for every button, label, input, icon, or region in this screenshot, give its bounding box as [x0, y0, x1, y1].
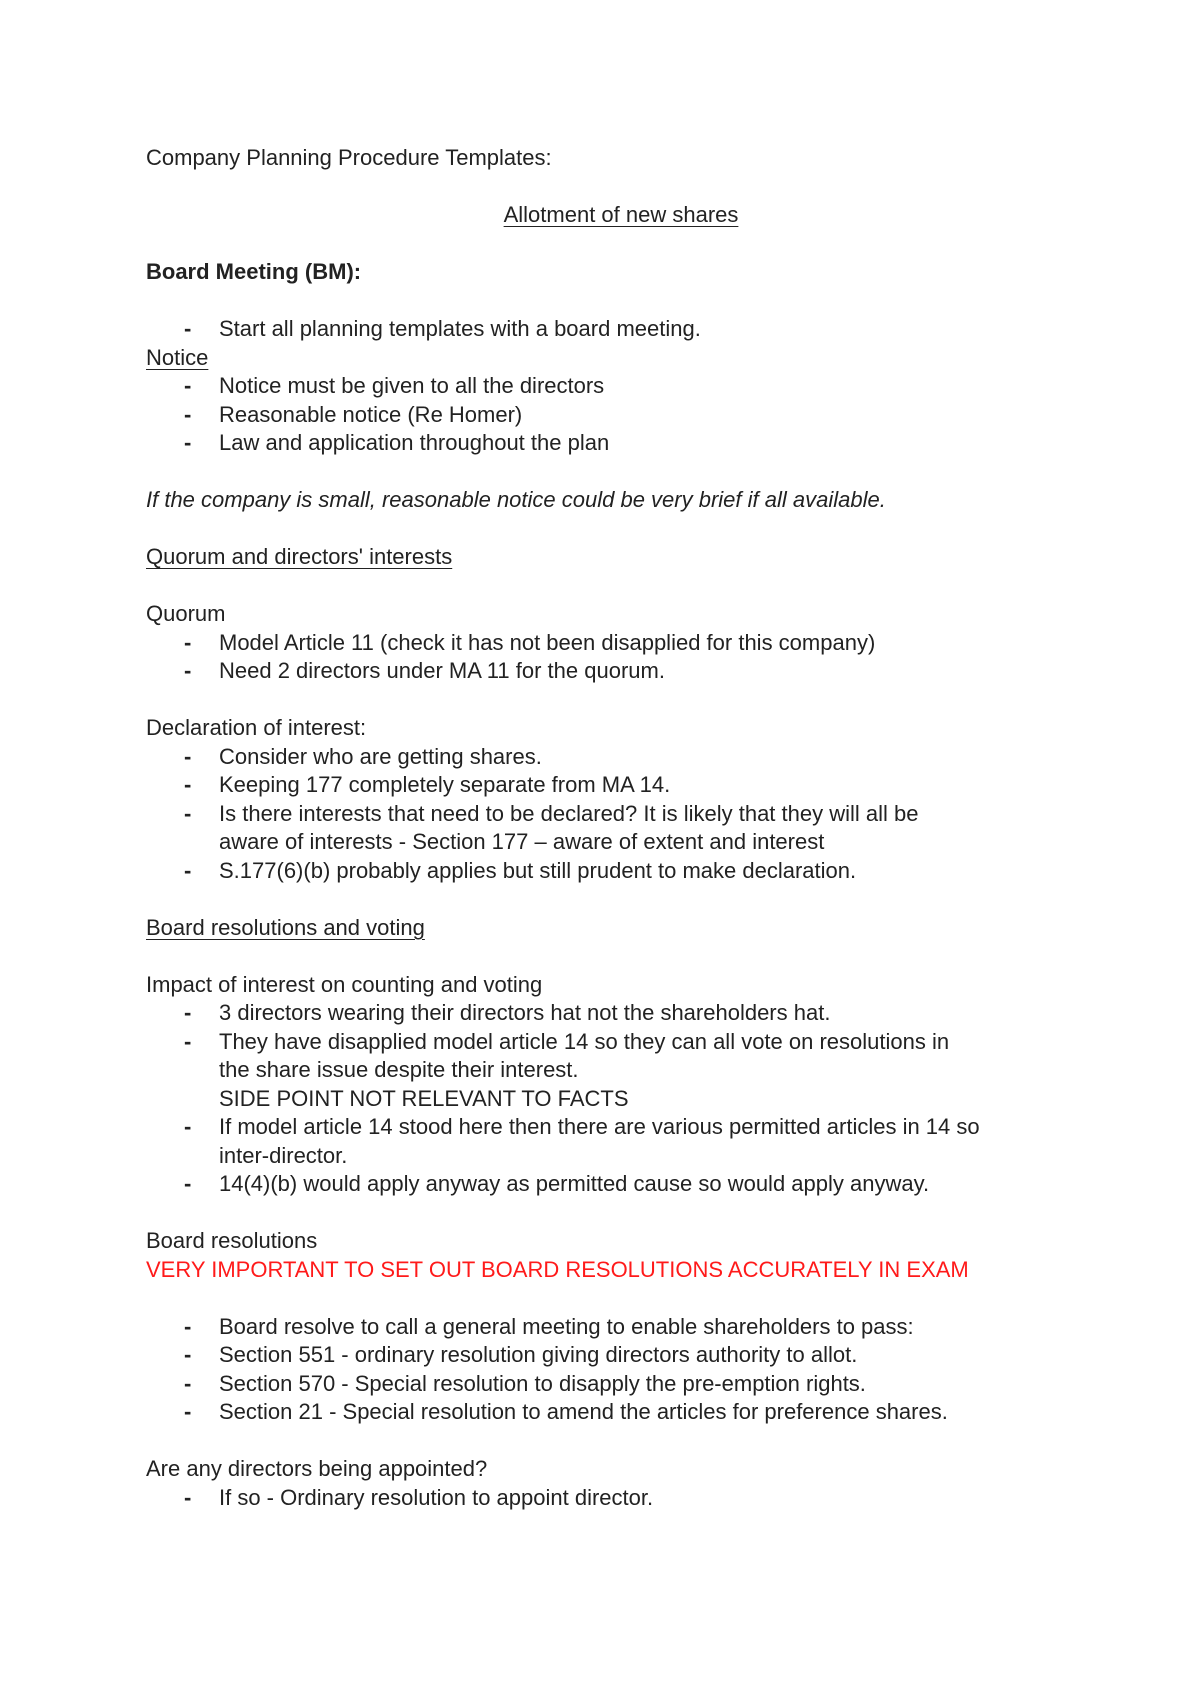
bullet-dash: - — [184, 629, 192, 655]
bullet-dash: - — [184, 430, 192, 455]
quorum-heading: Quorum and directors' interests — [146, 544, 453, 569]
list-item: - Need 2 directors under MA 11 for the quorum. — [146, 657, 1096, 686]
document-title: Company Planning Procedure Templates: — [146, 145, 552, 170]
list-item: - Notice must be given to all the directors — [146, 372, 1096, 401]
quorum-label: Quorum — [146, 601, 226, 626]
list-item: - Law and application throughout the plan — [146, 429, 1096, 458]
bullet-dash: - — [184, 316, 192, 341]
list-item: - Keeping 177 completely separate from MA 14. — [146, 771, 1096, 800]
section-title: Allotment of new shares — [503, 202, 739, 227]
exam-warning: VERY IMPORTANT TO SET OUT BOARD RESOLUTIONS ACCURATELY IN EXAM — [146, 1256, 969, 1282]
bullet-dash: - — [184, 373, 192, 398]
bullet-dash: - — [184, 1171, 192, 1196]
appoint-label: Are any directors being appointed? — [146, 1456, 488, 1481]
bullet-dash: - — [184, 1114, 192, 1139]
list-item: - 3 directors wearing their directors hat not the shareholders hat. — [146, 999, 1096, 1028]
list-item: - If so - Ordinary resolution to appoint director. — [146, 1484, 1096, 1513]
list-item-continuation: the share issue despite their interest. — [219, 1057, 579, 1082]
list-item: - Is there interests that need to be declared? It is likely that they will all be — [146, 800, 1096, 829]
bullet-dash: - — [184, 1000, 192, 1025]
list-item: - Model Article 11 (check it has not been disapplied for this company) — [146, 629, 1096, 658]
board-meeting-heading: Board Meeting (BM): — [146, 259, 362, 284]
list-item: - Section 21 - Special resolution to amend the articles for preference shares. — [146, 1398, 1096, 1427]
list-item: - Section 551 - ordinary resolution giving directors authority to allot. — [146, 1341, 1096, 1370]
list-item: - Section 570 - Special resolution to disapply the pre-emption rights. — [146, 1370, 1096, 1399]
impact-label: Impact of interest on counting and voting — [146, 971, 543, 997]
list-item: - Reasonable notice (Re Homer) — [146, 401, 1096, 430]
bullet-dash: - — [184, 1028, 192, 1054]
list-item: - S.177(6)(b) probably applies but still prudent to make declaration. — [146, 857, 1096, 886]
document-page — [146, 144, 1096, 1512]
bullet-dash: - — [184, 1313, 192, 1339]
list-item: - They have disapplied model article 14 so they can all vote on resolutions in — [146, 1028, 1096, 1057]
list-item: - Board resolve to call a general meeting to enable shareholders to pass: — [146, 1313, 1096, 1342]
list-item: - Start all planning templates with a board meeting. — [146, 315, 1096, 344]
bullet-dash: - — [184, 1342, 192, 1367]
bullet-dash: - — [184, 743, 192, 769]
notice-note: If the company is small, reasonable notice could be very brief if all available. — [146, 487, 886, 512]
list-item-continuation: aware of interests - Section 177 – aware of extent and interest — [219, 829, 825, 854]
bullet-dash: - — [184, 1484, 192, 1510]
bullet-dash: - — [184, 1370, 192, 1396]
list-item: - Consider who are getting shares. — [146, 743, 1096, 772]
list-item: - 14(4)(b) would apply anyway as permitted cause so would apply anyway. — [146, 1170, 1096, 1199]
list-item-continuation: inter-director. — [219, 1142, 348, 1168]
board-resolutions-label: Board resolutions — [146, 1228, 318, 1253]
board-resolutions-heading: Board resolutions and voting — [146, 914, 425, 940]
bullet-dash: - — [184, 800, 192, 826]
notice-heading: Notice — [146, 344, 209, 370]
list-item-continuation: SIDE POINT NOT RELEVANT TO FACTS — [219, 1085, 629, 1111]
bullet-dash: - — [184, 772, 192, 797]
list-item: - If model article 14 stood here then there are various permitted articles in 14 so — [146, 1113, 1096, 1142]
bullet-dash: - — [184, 658, 192, 683]
bullet-dash: - — [184, 857, 192, 883]
bullet-dash: - — [184, 401, 192, 427]
bullet-dash: - — [184, 1399, 192, 1424]
declaration-label: Declaration of interest: — [146, 715, 367, 740]
